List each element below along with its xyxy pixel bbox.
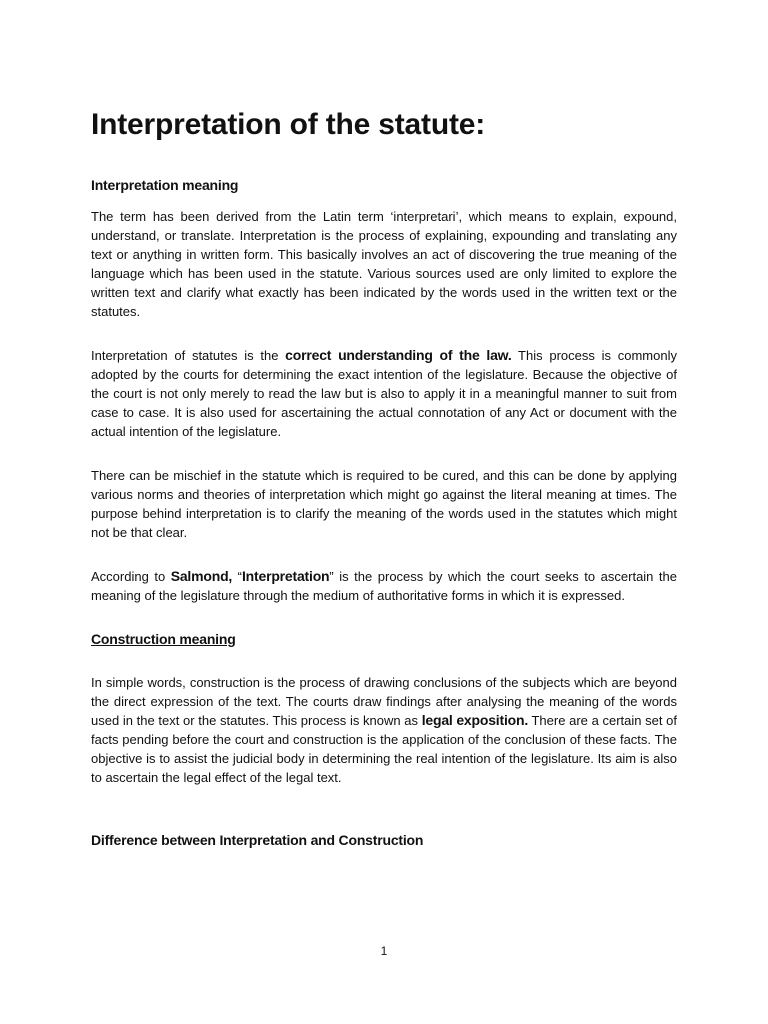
paragraph-text: According to <box>91 569 171 584</box>
paragraph-text: In simple words, construction is the process of drawing conclusions of the subjects which are beyond the direct expression of the text. The courts draw findings after analysing the meaning of the words used in the text or the statutes. This process is known as <box>91 675 677 728</box>
emphasis-salmond: Salmond, <box>170 568 233 584</box>
section-heading-construction-meaning: Construction meaning <box>91 631 236 647</box>
paragraph-mischief: There can be mischief in the statute which is required to be cured, and this can be done by applying various norms and theories of interpretation which might go against the literal meaning at times. The purpose behind interpretation is to clarify the meaning of the words used in the statutes which might not be that clear. <box>91 468 677 540</box>
page-number: 1 <box>380 944 388 958</box>
emphasis-interpretation: Interpretation <box>241 568 330 584</box>
section-heading-difference: Difference between Interpretation and Construction <box>91 832 424 848</box>
paragraph-text: There are a certain set of facts pending before the court and construction is the application of the conclusion of these facts. The objective is to assist the judicial body in determining the real intention of the legislature. Its aim is also to ascertain the legal effect of the legal text. <box>91 713 678 785</box>
section-heading-interpretation-meaning: Interpretation meaning <box>91 177 239 193</box>
paragraph-salmond-definition <box>91 567 677 605</box>
emphasis-legal-exposition: legal exposition. <box>421 712 529 728</box>
page-content <box>91 104 677 850</box>
paragraph-text: ” is the process by which the court seeks to ascertain the meaning of the legislature through the medium of authoritative forms in which it is expressed. <box>91 569 678 603</box>
paragraph-interpretation-of-statutes <box>91 346 677 441</box>
paragraph-latin-origin: The term has been derived from the Latin term ‘interpretari’, which means to explain, expound, understand, or translate. Interpretation is the process of explaining, expounding and translating any text or anything in written form. This basically involves an act of discovering the true meaning of the language which has been used in the statute. Various sources used are only limited to explore the written text and clarify what exactly has been indicated by the words used in the written text or the statutes. <box>91 209 677 319</box>
emphasis-correct-understanding: correct understanding of the law. <box>285 347 512 363</box>
paragraph-text: Interpretation of statutes is the <box>91 348 286 363</box>
document-title: Interpretation of the statute: <box>91 108 486 141</box>
paragraph-construction <box>91 673 677 787</box>
paragraph-text: This process is commonly adopted by the courts for determining the exact intention of the legislature. Because the objective of the court is not only merely to read the law but is also to apply it in a meaningful manner to suit from case to case. It is also used for ascertaining the actual connotation of any Act or document with the actual intention of the legislature. <box>91 348 677 439</box>
paragraph-text: “ <box>232 569 242 584</box>
